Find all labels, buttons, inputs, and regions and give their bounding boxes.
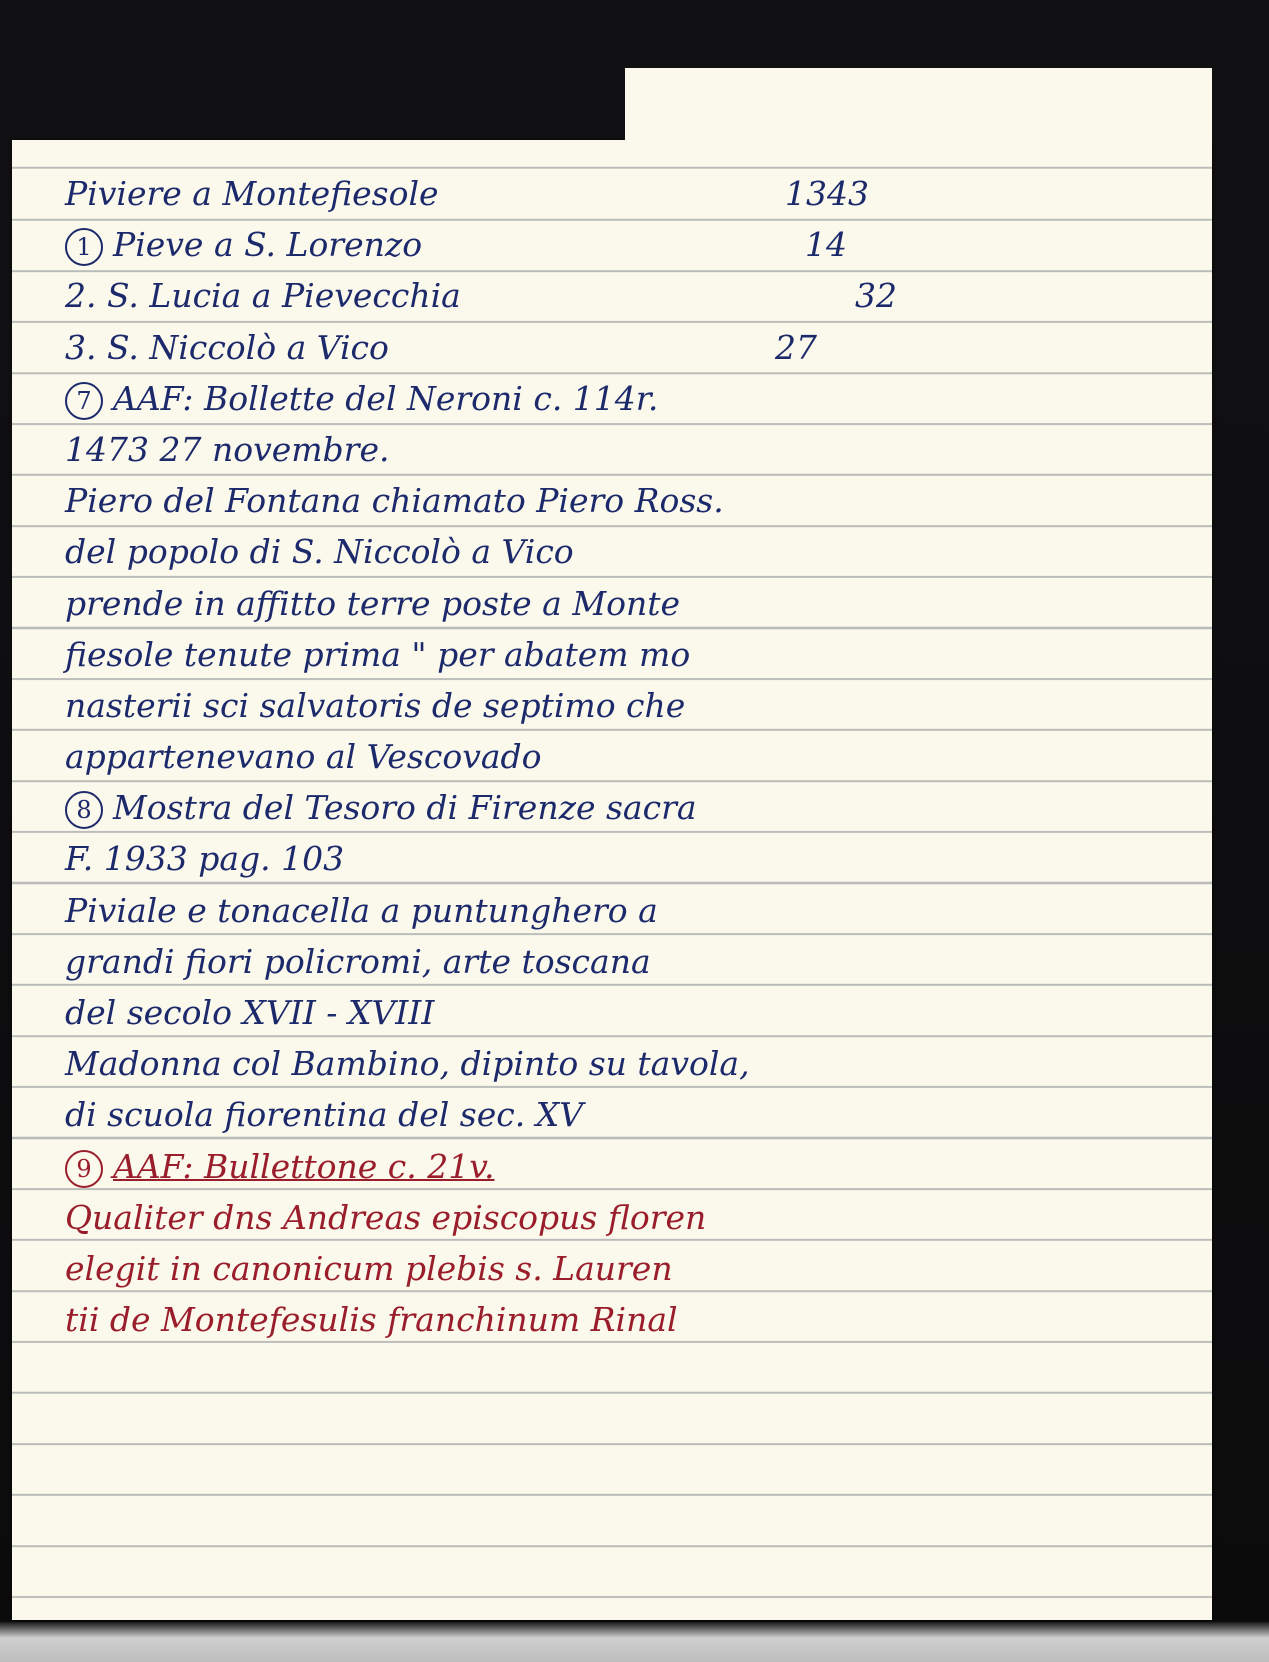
line-text: elegit in canonicum plebis s. Lauren xyxy=(65,1248,673,1288)
line-text-row xyxy=(65,475,1185,526)
line-item xyxy=(65,270,1185,321)
circled-marker: 9 xyxy=(65,1150,103,1188)
line-number: 32 xyxy=(855,276,897,316)
line-text: del secolo XVII - XVIII xyxy=(65,993,435,1032)
line-text-row xyxy=(65,936,1185,987)
line-text: Piviere a Montefiesole xyxy=(65,174,439,213)
line-text-row-red xyxy=(65,1192,1185,1243)
line-text: di scuola fiorentina del sec. XV xyxy=(65,1095,584,1135)
line-prefix: 2. xyxy=(65,276,97,316)
line-text-row xyxy=(65,680,1185,731)
line-text-row xyxy=(65,1089,1185,1140)
line-text-row xyxy=(65,885,1185,936)
line-text: F. 1933 pag. 103 xyxy=(65,839,345,879)
line-text-row xyxy=(65,731,1185,782)
line-text-row xyxy=(65,526,1185,577)
line-text: Pieve a S. Lorenzo xyxy=(113,225,423,265)
line-text: nasterii sci salvatoris de septimo che xyxy=(65,685,686,725)
line-text: Piviale e tonacella a puntunghero a xyxy=(65,890,658,930)
line-text-row-red xyxy=(65,1294,1185,1345)
line-text-row xyxy=(65,1038,1185,1089)
line-text: AAF: Bollette del Neroni c. 114r. xyxy=(113,378,659,418)
scan-bottom-edge xyxy=(0,1622,1269,1662)
line-text-row xyxy=(65,833,1185,884)
line-text: AAF: Bullettone c. 21v. xyxy=(113,1146,495,1186)
handwritten-text xyxy=(65,168,1185,1345)
line-title xyxy=(65,168,1185,219)
line-text: S. Lucia a Pievecchia xyxy=(107,276,461,316)
line-reference-red xyxy=(65,1141,1185,1192)
circled-marker: 7 xyxy=(65,382,103,420)
line-text: prende in affitto terre poste a Monte xyxy=(65,583,681,623)
line-number: 1343 xyxy=(785,174,869,213)
line-number: 14 xyxy=(805,225,847,265)
line-text: Mostra del Tesoro di Firenze sacra xyxy=(113,788,697,828)
line-prefix: 3. xyxy=(65,327,97,367)
line-item xyxy=(65,219,1185,270)
line-text: Qualiter dns Andreas episcopus floren xyxy=(65,1197,707,1237)
line-text: tii de Montefesulis franchinum Rinal xyxy=(65,1300,678,1340)
line-text: grandi fiori policromi, arte toscana xyxy=(65,941,651,981)
line-text: S. Niccolò a Vico xyxy=(107,327,389,367)
index-card-tab xyxy=(625,68,1212,158)
line-text: fiesole tenute prima " per abatem mo xyxy=(65,634,691,674)
line-text-row xyxy=(65,987,1185,1038)
line-text-row xyxy=(65,578,1185,629)
line-text-row xyxy=(65,424,1185,475)
circled-marker: 8 xyxy=(65,791,103,829)
line-text: del popolo di S. Niccolò a Vico xyxy=(65,532,574,572)
line-text: Madonna col Bambino, dipinto su tavola, xyxy=(65,1044,750,1084)
circled-marker: 1 xyxy=(65,228,103,266)
line-text: appartenevano al Vescovado xyxy=(65,737,542,777)
line-number: 27 xyxy=(775,327,817,367)
line-text-row xyxy=(65,629,1185,680)
line-item xyxy=(65,322,1185,373)
line-text: 1473 27 novembre. xyxy=(65,429,390,469)
line-text: Piero del Fontana chiamato Piero Ross. xyxy=(65,481,724,521)
line-reference xyxy=(65,373,1185,424)
line-reference xyxy=(65,782,1185,833)
line-text-row-red xyxy=(65,1243,1185,1294)
